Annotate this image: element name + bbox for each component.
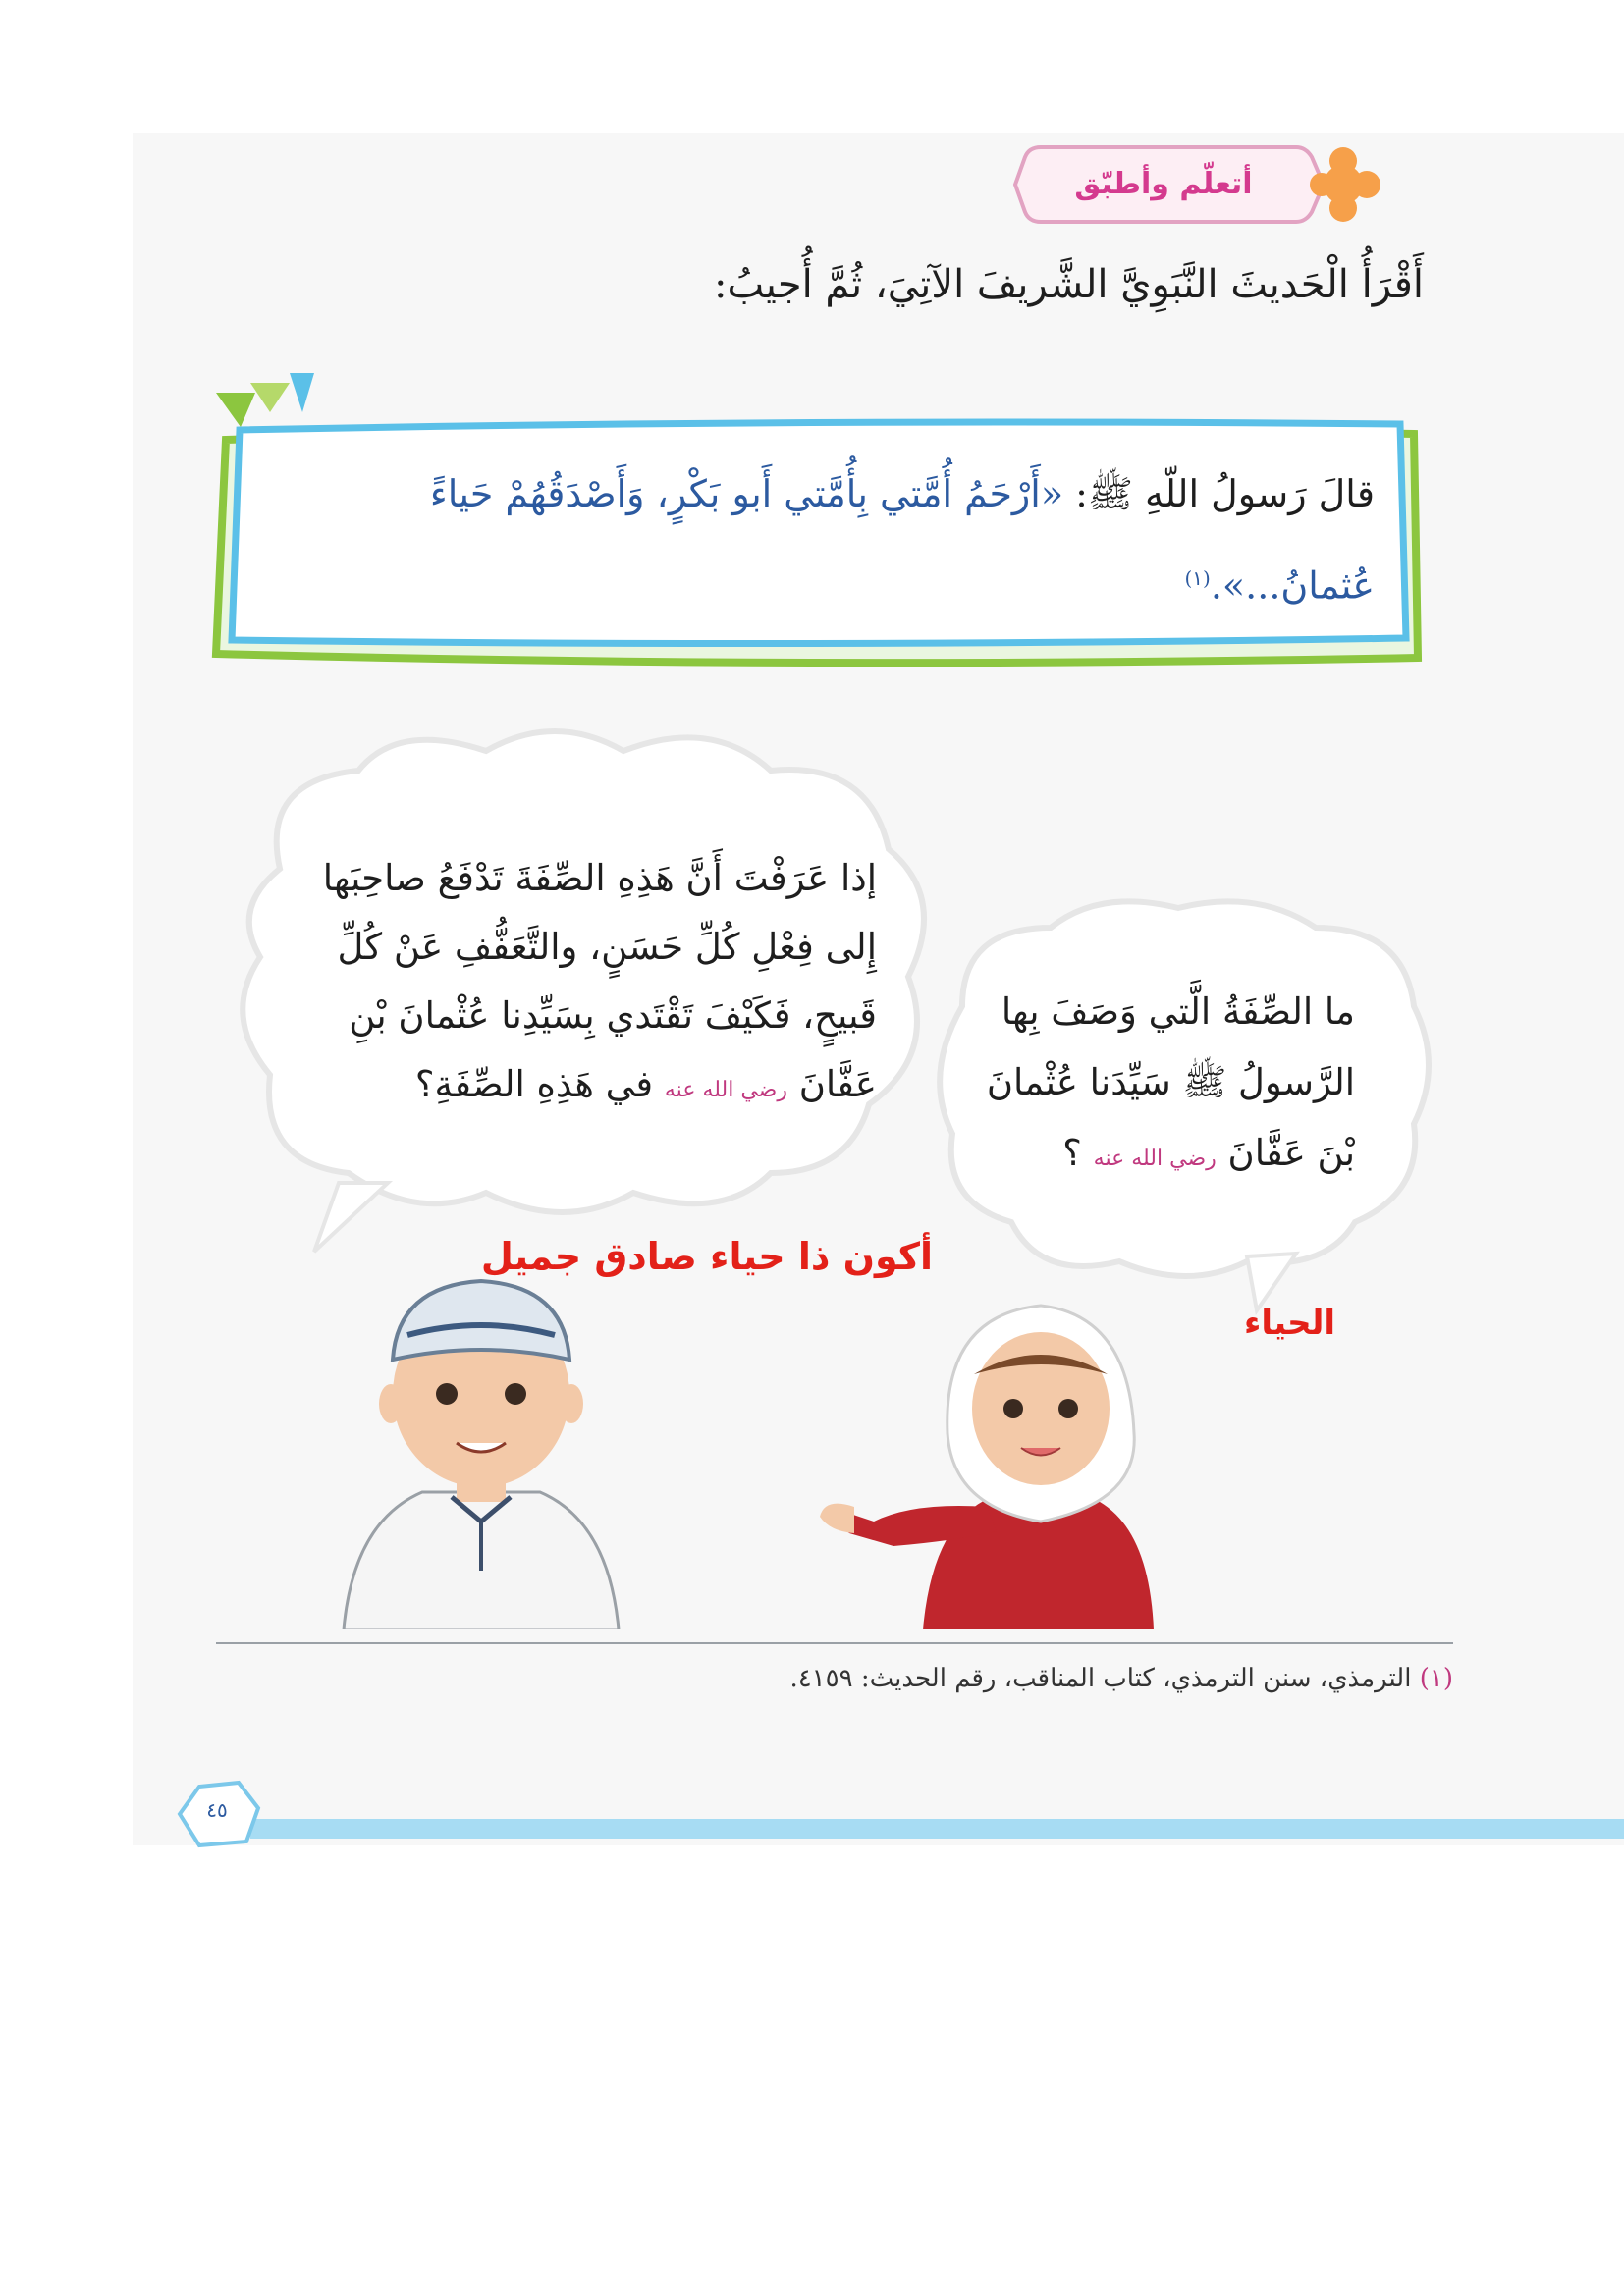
- boy-illustration: [324, 1247, 638, 1629]
- hadith-line-1: [314, 452, 1375, 536]
- cloud-left-question: [239, 844, 877, 1125]
- cloud-right-question: [982, 977, 1355, 1195]
- page-number-badge: [170, 1779, 264, 1849]
- page-number: ٤٥: [206, 1798, 228, 1822]
- hadith-box: [196, 353, 1443, 677]
- cloud-left-line: إِلى فِعْلِ كُلِّ حَسَنٍ، والتَّعَفُّفِ عَنْ كُلِّ: [337, 926, 877, 968]
- thought-cloud-right: [923, 888, 1443, 1320]
- footnote-number: (١): [1419, 1664, 1453, 1693]
- boy-answer-text: أكون ذا حياء صادق جميل: [480, 1235, 933, 1278]
- flag-icon: [216, 373, 314, 427]
- flower-icon: [1310, 147, 1380, 222]
- footnote-divider: [216, 1642, 1453, 1644]
- hadith-quote: «أَرْحَمُ أُمَّتي بِأُمَّتي أَبو بَكْرٍ، وَأَصْدَقُهُمْ حَياءً: [429, 472, 1064, 515]
- section-title: أتعلّم وأطبّق: [1074, 167, 1253, 201]
- hadith-line-2: [314, 536, 1375, 628]
- cloud-right-line: [982, 1118, 1355, 1195]
- cloud-left-text-part: عَفَّانَ: [798, 1063, 877, 1105]
- boy-icon: [324, 1247, 638, 1629]
- thought-cloud-left: [221, 721, 947, 1271]
- honorific-mark: رضي الله عنه: [664, 1078, 787, 1102]
- cloud-left-line: قَبيحٍ، فَكَيْفَ تَقْتَدي بِسَيِّدِنا عُثْمانَ بْنِ: [349, 994, 877, 1037]
- footnote: [589, 1657, 1453, 1700]
- instruction-text: أَقْرَأُ الْحَديثَ النَّبَوِيَّ الشَّريفَ الآتِيَ، ثُمَّ أُجيبُ:: [714, 262, 1424, 307]
- cloud-left-line: إذا عَرَفْتَ أَنَّ هَذِهِ الصِّفَةَ تَدْفَعُ صاحِبَها: [322, 857, 877, 899]
- bottom-bar: [250, 1819, 1624, 1839]
- honorific-mark: رضي الله عنه: [1093, 1147, 1217, 1171]
- footnote-text: الترمذي، سنن الترمذي، كتاب المناقب، رقم الحديث: ٤١٥٩.: [789, 1664, 1412, 1693]
- cloud-left-text-part: في هَذِهِ الصِّفَةِ؟: [414, 1063, 654, 1105]
- footnote-ref: (١): [1184, 566, 1211, 590]
- hadith-quote-end: عُثمانُ...».: [1210, 563, 1375, 608]
- girl-answer-text: الحياء: [1244, 1304, 1335, 1343]
- cloud-right-line: ما الصِّفَةُ الَّتي وَصَفَ بِها: [1001, 990, 1355, 1033]
- cloud-left-line: [239, 1050, 877, 1125]
- hadith-text: [314, 452, 1375, 628]
- cloud-right-line: الرَّسولُ ﷺ سَيِّدَنا عُثْمانَ: [986, 1061, 1355, 1103]
- cloud-right-text-part: ؟: [1062, 1132, 1082, 1174]
- cloud-right-text-part: بْنَ عَفَّانَ: [1227, 1132, 1355, 1174]
- hadith-narrator: قالَ رَسولُ اللّهِ ﷺ:: [1063, 472, 1375, 515]
- section-header: [1011, 139, 1384, 230]
